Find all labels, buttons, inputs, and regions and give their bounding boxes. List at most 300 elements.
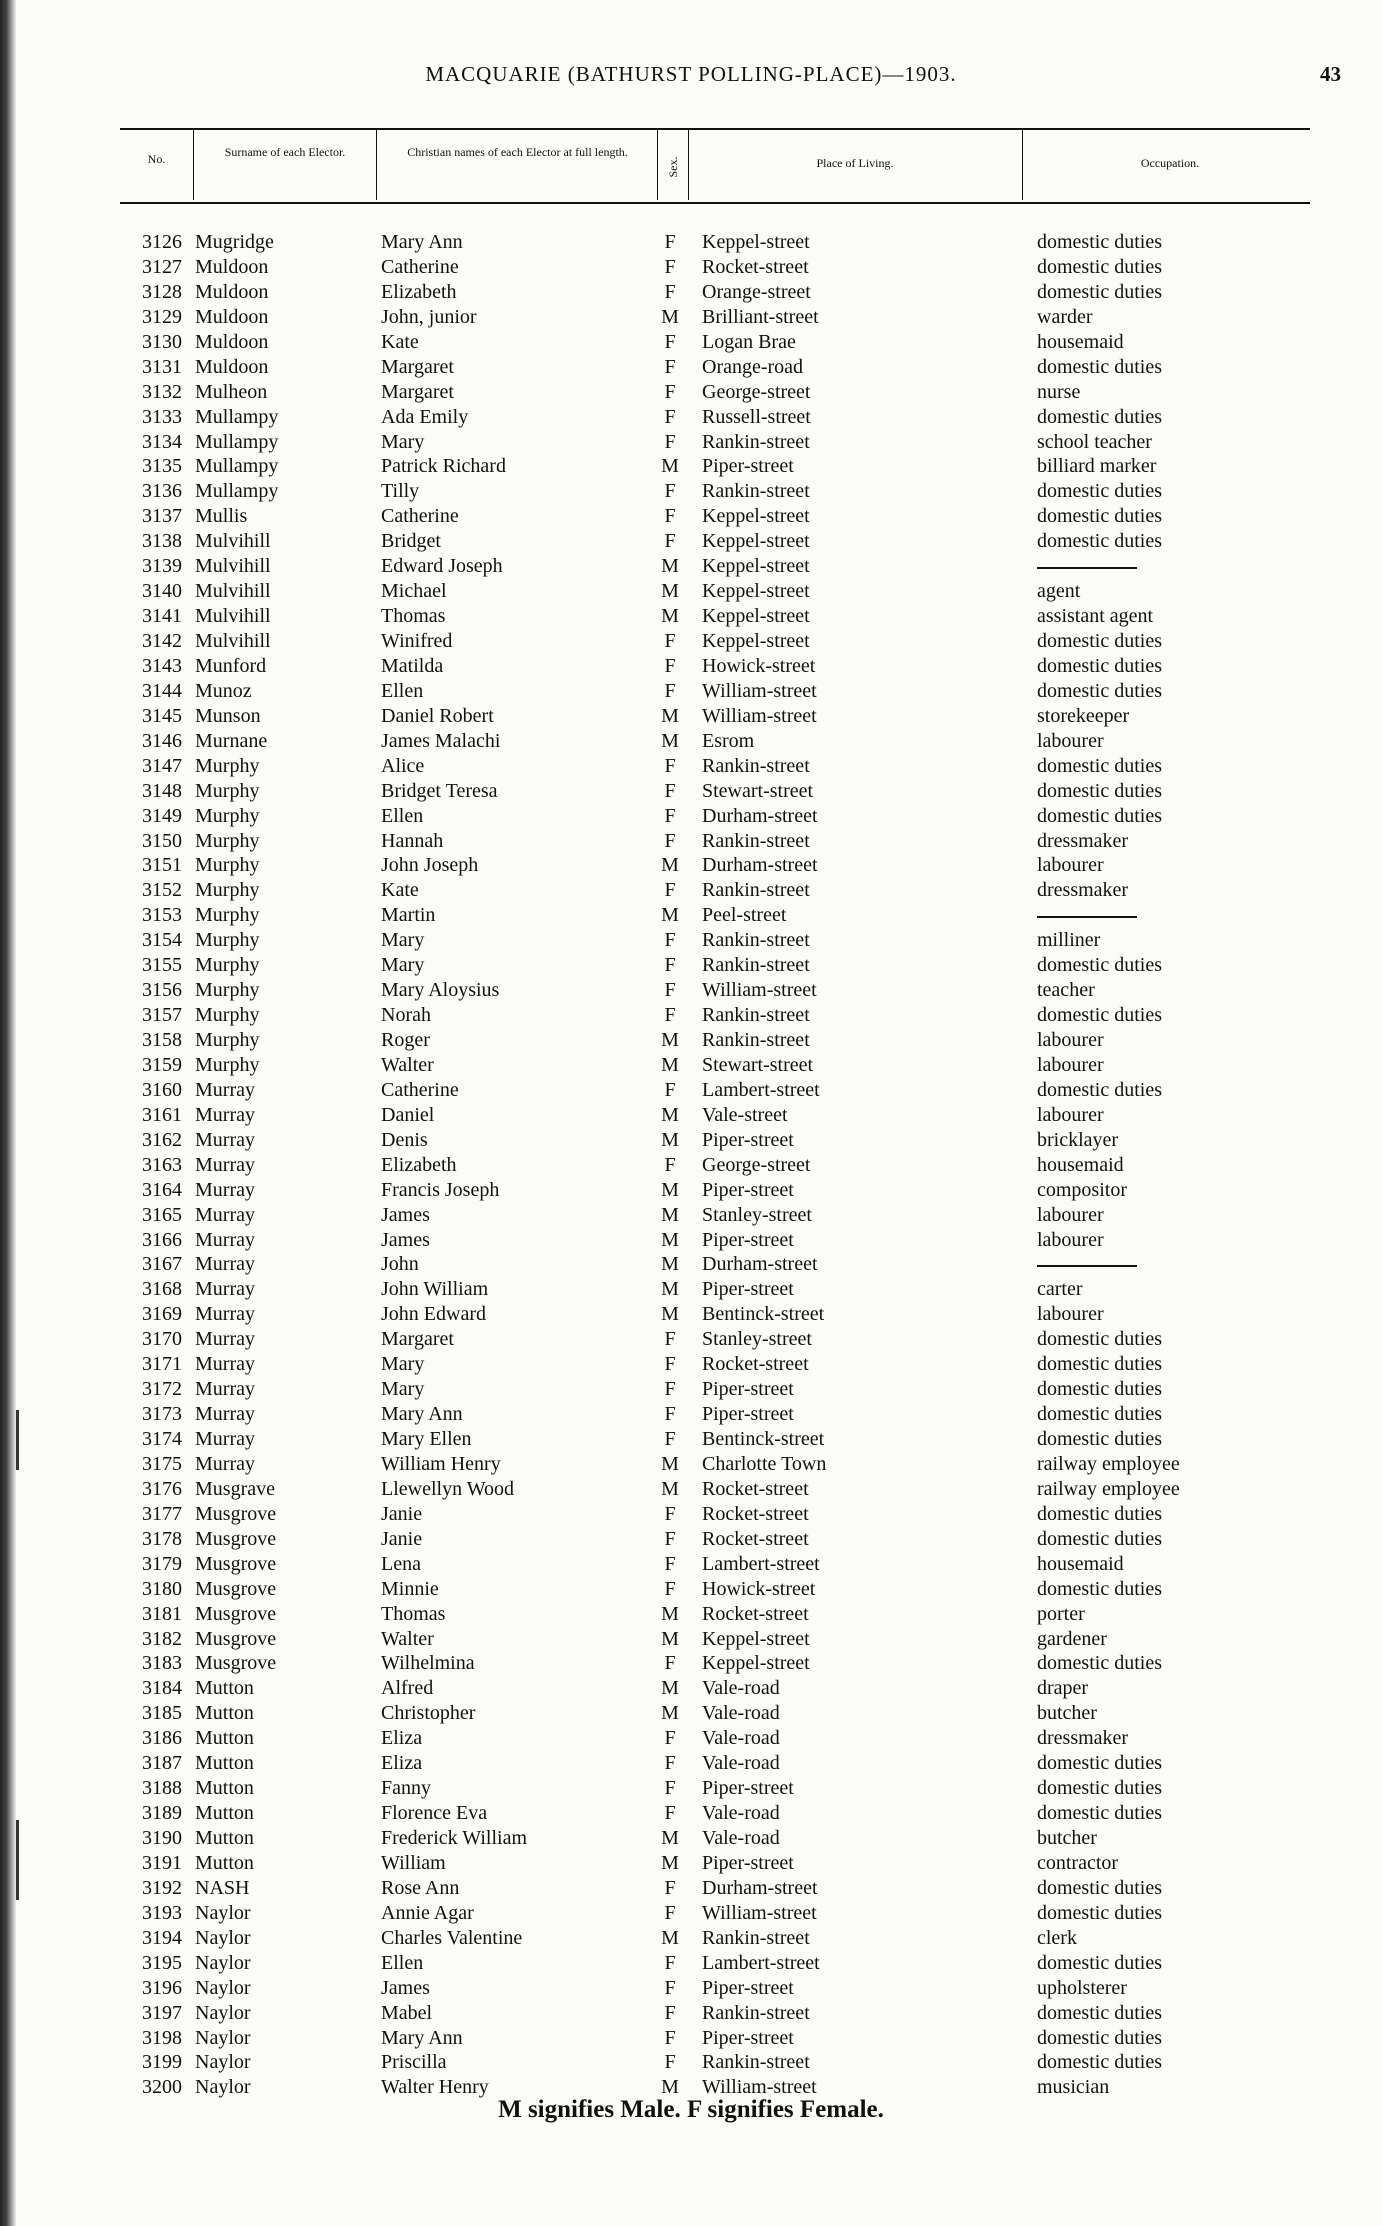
header-rule-bottom (120, 202, 1310, 204)
sex: F (664, 1078, 676, 1101)
surname: Murphy (195, 879, 260, 902)
place-of-living: Piper-street (702, 1178, 794, 1201)
elector-number: 3146 (142, 729, 182, 752)
sex: F (664, 1777, 676, 1800)
place-of-living: Rankin-street (702, 1926, 810, 1949)
occupation: labourer (1037, 854, 1104, 877)
sex: F (664, 1951, 676, 1974)
surname: Murphy (195, 804, 260, 827)
christian-names: Elizabeth (381, 1153, 457, 1176)
surname: Mullampy (195, 455, 279, 478)
christian-names: Ellen (381, 1951, 424, 1974)
sex: M (661, 1702, 679, 1725)
elector-number: 3153 (142, 904, 182, 927)
table-row (0, 1178, 1382, 1203)
christian-names: John (381, 1253, 419, 1276)
place-of-living: Rankin-street (702, 2001, 810, 2024)
sex: M (661, 1253, 679, 1276)
place-of-living: Howick-street (702, 1577, 816, 1600)
occupation: labourer (1037, 1053, 1104, 1076)
place-of-living: Stewart-street (702, 779, 814, 802)
surname: Murray (195, 1403, 255, 1426)
christian-names: Daniel (381, 1103, 435, 1126)
surname: Murray (195, 1178, 255, 1201)
table-row (0, 1876, 1382, 1901)
christian-names: Alice (381, 754, 425, 777)
elector-number: 3130 (142, 330, 182, 353)
sex: F (664, 1353, 676, 1376)
surname: Muldoon (195, 330, 269, 353)
table-row (0, 1726, 1382, 1751)
surname: Murnane (195, 729, 268, 752)
elector-number: 3161 (142, 1103, 182, 1126)
occupation: school teacher (1037, 430, 1152, 453)
occupation: domestic duties (1037, 954, 1162, 977)
place-of-living: Rankin-street (702, 2051, 810, 2074)
table-row (0, 554, 1382, 579)
elector-number: 3145 (142, 704, 182, 727)
place-of-living: Piper-street (702, 1278, 794, 1301)
table-row (0, 1477, 1382, 1502)
place-of-living: William-street (702, 679, 817, 702)
christian-names: Mabel (381, 2001, 433, 2024)
place-of-living: Bentinck-street (702, 1303, 825, 1326)
occupation (1037, 554, 1137, 578)
place-of-living: Rankin-street (702, 430, 810, 453)
elector-number: 3195 (142, 1951, 182, 1974)
occupation: domestic duties (1037, 754, 1162, 777)
surname: Murray (195, 1378, 255, 1401)
elector-number: 3158 (142, 1029, 182, 1051)
sex: M (661, 1029, 679, 1051)
table-row (0, 1651, 1382, 1676)
christian-names: Fanny (381, 1777, 431, 1800)
christian-names: Mary (381, 954, 425, 977)
surname: Murray (195, 1428, 255, 1450)
elector-number: 3174 (142, 1428, 182, 1450)
christian-names: Ada Emily (381, 405, 469, 428)
surname: Mulvihill (195, 580, 271, 603)
occupation: musician (1037, 2076, 1110, 2099)
place-of-living: Rankin-street (702, 879, 810, 902)
christian-names: James (381, 1228, 430, 1251)
sex: M (661, 1228, 679, 1251)
sex: M (661, 1303, 679, 1326)
place-of-living: Piper-street (702, 1228, 794, 1251)
surname: Murray (195, 1253, 255, 1276)
surname: Mulheon (195, 380, 268, 403)
elector-number: 3171 (142, 1353, 182, 1376)
elector-number: 3148 (142, 779, 182, 802)
occupation: domestic duties (1037, 1951, 1162, 1974)
sex: M (661, 1203, 679, 1226)
surname: Muldoon (195, 305, 269, 328)
place-of-living: Orange-street (702, 280, 811, 303)
surname: Musgrave (195, 1477, 275, 1500)
sex: F (664, 1901, 676, 1924)
occupation: domestic duties (1037, 1802, 1162, 1825)
elector-number: 3198 (142, 2026, 182, 2049)
table-row (0, 280, 1382, 305)
place-of-living: Stanley-street (702, 1203, 812, 1226)
surname: Mullampy (195, 480, 279, 503)
surname: Muldoon (195, 280, 269, 303)
place-of-living: Durham-street (702, 1253, 818, 1276)
column-divider (193, 130, 194, 200)
place-of-living: Keppel-street (702, 231, 810, 253)
christian-names: Hannah (381, 829, 444, 852)
table-row (0, 1078, 1382, 1103)
place-of-living: Bentinck-street (702, 1428, 825, 1450)
occupation: railway employee (1037, 1477, 1180, 1500)
table-row (0, 430, 1382, 455)
elector-number: 3184 (142, 1677, 182, 1700)
elector-number: 3197 (142, 2001, 182, 2024)
sex: M (661, 1053, 679, 1076)
place-of-living: Piper-street (702, 1378, 794, 1401)
elector-number: 3193 (142, 1901, 182, 1924)
sex: M (661, 854, 679, 877)
surname: Musgrove (195, 1652, 277, 1675)
occupation: housemaid (1037, 330, 1124, 353)
occupation: butcher (1037, 1702, 1097, 1725)
elector-number: 3156 (142, 979, 182, 1002)
table-row (0, 1502, 1382, 1527)
christian-names: Martin (381, 904, 436, 927)
christian-names: Mary (381, 929, 425, 952)
elector-number: 3191 (142, 1851, 182, 1874)
christian-names: Alfred (381, 1677, 434, 1700)
surname: Musgrove (195, 1502, 277, 1525)
occupation: domestic duties (1037, 280, 1162, 303)
sex: F (664, 405, 676, 428)
surname: Mutton (195, 1851, 254, 1874)
occupation: storekeeper (1037, 704, 1130, 727)
column-divider (657, 130, 658, 200)
elector-number: 3167 (142, 1253, 182, 1276)
elector-number: 3166 (142, 1228, 182, 1251)
elector-number: 3152 (142, 879, 182, 902)
surname: Munson (195, 704, 261, 727)
sex: F (664, 1004, 676, 1027)
occupation (1037, 903, 1137, 927)
occupation: domestic duties (1037, 1378, 1162, 1401)
sex: M (661, 455, 679, 478)
occupation: warder (1037, 305, 1093, 328)
elector-number: 3136 (142, 480, 182, 503)
christian-names: Kate (381, 330, 419, 353)
place-of-living: Keppel-street (702, 555, 810, 578)
table-row (0, 454, 1382, 479)
elector-number: 3132 (142, 380, 182, 403)
sex: F (664, 330, 676, 353)
christian-names: Wilhelmina (381, 1652, 475, 1675)
elector-number: 3186 (142, 1727, 182, 1750)
occupation: labourer (1037, 1228, 1104, 1251)
place-of-living: George-street (702, 1153, 811, 1176)
surname: Naylor (195, 1901, 251, 1924)
elector-number: 3190 (142, 1827, 182, 1849)
place-of-living: Orange-road (702, 355, 804, 378)
christian-names: Michael (381, 580, 447, 603)
occupation: domestic duties (1037, 355, 1162, 378)
table-row (0, 1976, 1382, 2001)
table-row (0, 579, 1382, 604)
place-of-living: Rocket-street (702, 1502, 809, 1525)
surname: Murray (195, 1153, 255, 1176)
sex: F (664, 505, 676, 528)
sex: F (664, 1577, 676, 1600)
surname: Musgrove (195, 1602, 277, 1625)
surname: Muldoon (195, 255, 269, 278)
table-row (0, 1826, 1382, 1851)
occupation: labourer (1037, 1103, 1104, 1126)
elector-number: 3185 (142, 1702, 182, 1725)
table-row (0, 1402, 1382, 1427)
column-header-place: Place of Living. (816, 156, 894, 170)
surname: Musgrove (195, 1577, 277, 1600)
occupation: domestic duties (1037, 530, 1162, 553)
sex: F (664, 1403, 676, 1426)
sex: M (661, 1926, 679, 1949)
sex: M (661, 1677, 679, 1700)
table-row (0, 1701, 1382, 1726)
table-row (0, 305, 1382, 330)
sex: F (664, 954, 676, 977)
surname: Murphy (195, 904, 260, 927)
elector-number: 3172 (142, 1378, 182, 1401)
table-row (0, 380, 1382, 405)
place-of-living: Charlotte Town (702, 1452, 827, 1475)
christian-names: Charles Valentine (381, 1926, 523, 1949)
table-row (0, 479, 1382, 504)
elector-number: 3187 (142, 1752, 182, 1775)
place-of-living: George-street (702, 380, 811, 403)
christian-names: Patrick Richard (381, 455, 506, 478)
footer-legend: M signifies Male. F signifies Female. (498, 2096, 884, 2123)
sex: M (661, 1103, 679, 1126)
sex: M (661, 1627, 679, 1650)
christian-names: Ellen (381, 679, 424, 702)
place-of-living: Rocket-street (702, 255, 809, 278)
blank-occupation-dash (1037, 1265, 1137, 1267)
surname: Mullampy (195, 405, 279, 428)
occupation: labourer (1037, 729, 1104, 752)
occupation: domestic duties (1037, 255, 1162, 278)
sex: M (661, 1452, 679, 1475)
sex: F (664, 2001, 676, 2024)
sex: M (661, 2076, 679, 2099)
elector-number: 3157 (142, 1004, 182, 1027)
surname: Mutton (195, 1752, 254, 1775)
surname: Naylor (195, 2001, 251, 2024)
occupation: domestic duties (1037, 2026, 1162, 2049)
place-of-living: Piper-street (702, 1851, 794, 1874)
sex: F (664, 2051, 676, 2074)
sex: M (661, 1278, 679, 1301)
elector-number: 3183 (142, 1652, 182, 1675)
place-of-living: Stanley-street (702, 1328, 812, 1351)
place-of-living: William-street (702, 979, 817, 1002)
sex: F (664, 530, 676, 553)
surname: Mutton (195, 1777, 254, 1800)
sex: F (664, 829, 676, 852)
sex: M (661, 580, 679, 603)
place-of-living: Rankin-street (702, 754, 810, 777)
surname: Mutton (195, 1727, 254, 1750)
sex: M (661, 1851, 679, 1874)
table-row (0, 953, 1382, 978)
blank-occupation-dash (1037, 916, 1137, 918)
table-row (0, 1203, 1382, 1228)
table-row (0, 255, 1382, 280)
place-of-living: Durham-street (702, 854, 818, 877)
surname: Mulvihill (195, 530, 271, 553)
place-of-living: William-street (702, 704, 817, 727)
place-of-living: Vale-road (702, 1677, 780, 1700)
occupation: carter (1037, 1278, 1083, 1301)
surname: Murphy (195, 754, 260, 777)
table-row (0, 629, 1382, 654)
elector-number: 3138 (142, 530, 182, 553)
christian-names: William (381, 1851, 446, 1874)
christian-names: Mary (381, 430, 425, 453)
christian-names: Roger (381, 1029, 430, 1051)
occupation: domestic duties (1037, 779, 1162, 802)
christian-names: Walter (381, 1053, 434, 1076)
sex: M (661, 904, 679, 927)
sex: M (661, 1477, 679, 1500)
surname: Naylor (195, 1976, 251, 1999)
place-of-living: Keppel-street (702, 580, 810, 603)
occupation: domestic duties (1037, 1652, 1162, 1675)
table-row (0, 1901, 1382, 1926)
place-of-living: Piper-street (702, 1128, 794, 1151)
sex: F (664, 1876, 676, 1899)
sex: M (661, 729, 679, 752)
elector-number: 3137 (142, 505, 182, 528)
place-of-living: Keppel-street (702, 530, 810, 553)
christian-names: Ellen (381, 804, 424, 827)
surname: Murray (195, 1303, 255, 1326)
table-row (0, 978, 1382, 1003)
surname: Mutton (195, 1827, 254, 1849)
sex: F (664, 1552, 676, 1575)
table-row (0, 1128, 1382, 1153)
surname: Naylor (195, 2026, 251, 2049)
place-of-living: Keppel-street (702, 1627, 810, 1650)
place-of-living: Vale-road (702, 1727, 780, 1750)
christian-names: Tilly (381, 480, 420, 503)
table-row (0, 1926, 1382, 1951)
table-row (0, 1028, 1382, 1053)
place-of-living: Piper-street (702, 1777, 794, 1800)
christian-names: Minnie (381, 1577, 439, 1600)
elector-number: 3127 (142, 255, 182, 278)
place-of-living: Vale-road (702, 1827, 780, 1849)
place-of-living: Rocket-street (702, 1353, 809, 1376)
elector-number: 3181 (142, 1602, 182, 1625)
table-row (0, 330, 1382, 355)
place-of-living: Lambert-street (702, 1078, 820, 1101)
occupation: domestic duties (1037, 505, 1162, 528)
christian-names: Frederick William (381, 1827, 528, 1849)
table-row (0, 1377, 1382, 1402)
table-row (0, 928, 1382, 953)
table-row (0, 903, 1382, 928)
occupation: teacher (1037, 979, 1095, 1002)
elector-number: 3176 (142, 1477, 182, 1500)
page-number: 43 (1320, 62, 1341, 86)
christian-names: Mary Ann (381, 231, 463, 253)
occupation: domestic duties (1037, 480, 1162, 503)
table-row (0, 1153, 1382, 1178)
elector-number: 3165 (142, 1203, 182, 1226)
christian-names: Walter (381, 1627, 434, 1650)
christian-names: John Joseph (381, 854, 479, 877)
christian-names: Margaret (381, 380, 454, 403)
sex: M (661, 605, 679, 628)
christian-names: Mary (381, 1378, 425, 1401)
christian-names: Norah (381, 1004, 431, 1027)
sex: F (664, 480, 676, 503)
christian-names: Priscilla (381, 2051, 447, 2074)
elector-number: 3163 (142, 1153, 182, 1176)
occupation: domestic duties (1037, 630, 1162, 652)
sex: F (664, 1752, 676, 1775)
surname: Naylor (195, 2051, 251, 2074)
christian-names: Catherine (381, 255, 459, 278)
surname: Murphy (195, 954, 260, 977)
table-row (0, 504, 1382, 529)
christian-names: Margaret (381, 355, 454, 378)
table-row (0, 1801, 1382, 1826)
place-of-living: Piper-street (702, 1403, 794, 1426)
table-row (0, 2001, 1382, 2026)
occupation: domestic duties (1037, 405, 1162, 428)
elector-number: 3160 (142, 1078, 182, 1101)
sex: F (664, 1502, 676, 1525)
occupation: butcher (1037, 1827, 1097, 1849)
sex: M (661, 1178, 679, 1201)
occupation: bricklayer (1037, 1128, 1119, 1151)
place-of-living: Keppel-street (702, 605, 810, 628)
elector-number: 3178 (142, 1527, 182, 1550)
place-of-living: Russell-street (702, 405, 811, 428)
table-row (0, 1552, 1382, 1577)
header-rule-top (120, 128, 1310, 130)
surname: Mulvihill (195, 605, 271, 628)
occupation: domestic duties (1037, 1577, 1162, 1600)
surname: Murphy (195, 1029, 260, 1051)
elector-number: 3144 (142, 679, 182, 702)
sex: F (664, 430, 676, 453)
occupation: domestic duties (1037, 1901, 1162, 1924)
place-of-living: Lambert-street (702, 1552, 820, 1575)
elector-number: 3142 (142, 630, 182, 652)
place-of-living: Rocket-street (702, 1602, 809, 1625)
place-of-living: Rankin-street (702, 480, 810, 503)
place-of-living: Keppel-street (702, 630, 810, 652)
place-of-living: William-street (702, 1901, 817, 1924)
surname: Murphy (195, 779, 260, 802)
surname: Murray (195, 1353, 255, 1376)
occupation: domestic duties (1037, 1328, 1162, 1351)
table-row (0, 1003, 1382, 1028)
occupation: domestic duties (1037, 1353, 1162, 1376)
table-row (0, 355, 1382, 380)
occupation: labourer (1037, 1029, 1104, 1051)
